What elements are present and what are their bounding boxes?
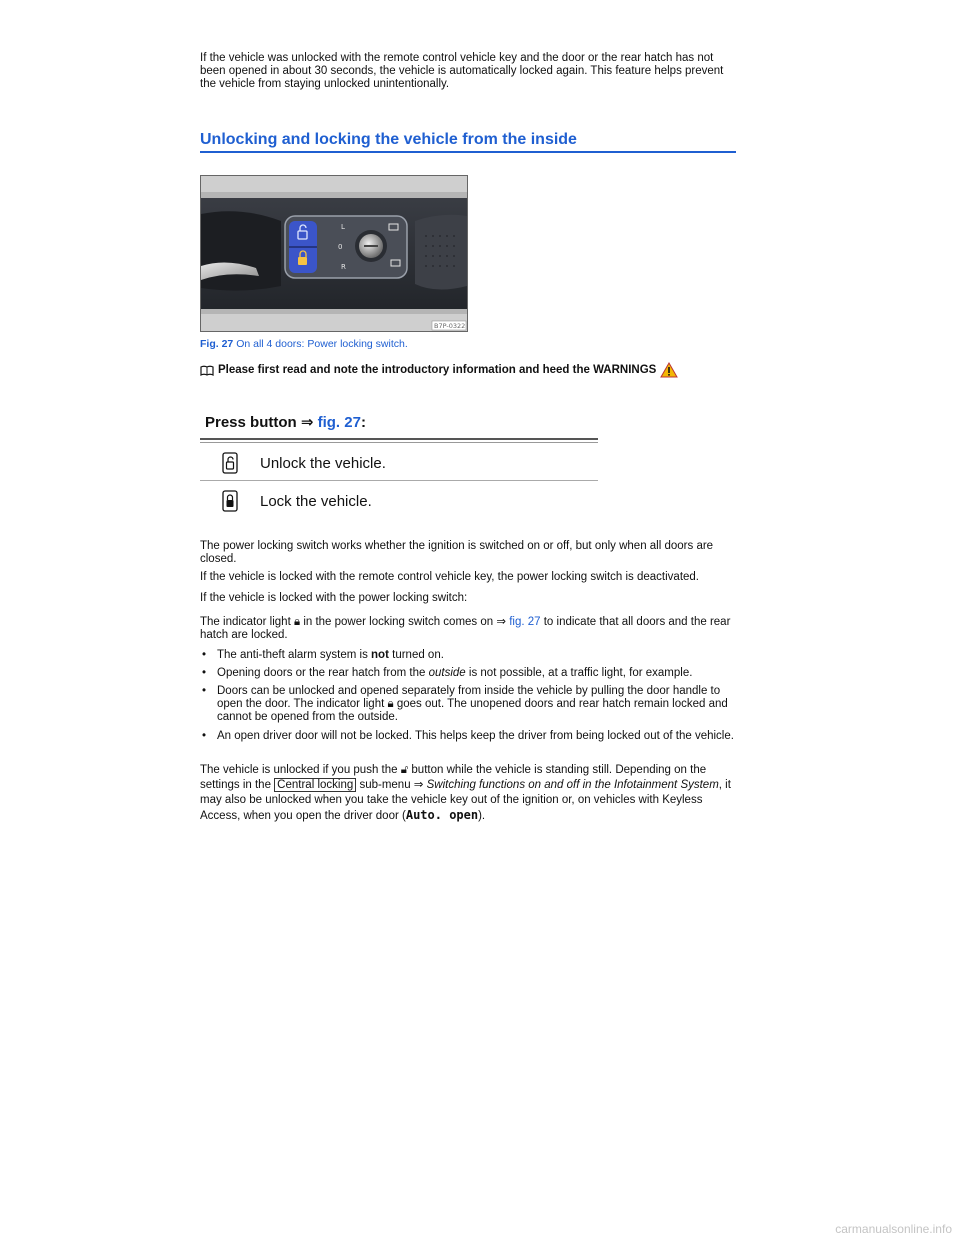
bullet-driver-door: • An open driver door will not be locked. This helps keep the driver from being locked out of the vehicle. [200,730,740,743]
figure-caption [200,338,408,350]
figure-code: B7P-0322 [434,322,466,330]
paragraph-unlock-button [200,763,740,824]
last-c: sub-menu [359,779,411,791]
figure-power-locking-switch [200,175,468,332]
indicator-text-b: in the power locking switch comes on [303,616,494,628]
bullet-alarm-b: turned on. [392,649,444,661]
unlock-symbol-icon: 🔓︎ [400,764,409,776]
bullet-driver-text: An open driver door will not be locked. This helps keep the driver from being locked out of the vehicle. [217,730,734,742]
unlock-icon [200,452,260,474]
bullet-unlock-b: goes out. The unopened doors and rear hatch remain locked and cannot be opened from the outside. [217,698,728,723]
figure-caption-label: Fig. 27 [200,338,234,350]
bullet-alarm: • The anti-theft alarm system is not turned on. [202,649,444,661]
fig-27-link-inline[interactable]: fig. 27 [509,616,541,628]
unlock-row [200,445,598,481]
fig-27-link[interactable]: fig. 27 [317,414,361,431]
indicator-lock-icon-2: 🔒︎ [387,698,394,710]
last-d: , it may also be unlocked when you take the vehicle key out of the ignition or, on vehicles with Keyless Access, when you open the driver door ( [200,779,731,822]
indicator-text-a: The indicator light [200,616,291,628]
paragraph-indicator-light [200,616,740,642]
last-b: button while the vehicle is standing still. Depending on the settings in the [200,764,707,791]
bullet-outside-b: is not possible, at a traffic light, for example. [468,667,693,679]
book-icon [200,365,214,376]
lock-icon [200,490,260,512]
unlock-text: Unlock the vehicle. [260,454,386,472]
svg-text:L: L [341,223,345,231]
svg-text:0: 0 [338,243,343,251]
infotainment-link[interactable]: Switching functions on and off in the Infotainment System [426,779,719,791]
table-top-rule [200,438,598,440]
last-e: ). [478,810,486,822]
bullet-alarm-bold: not [371,649,389,661]
warning-triangle-icon [660,362,678,378]
watermark: carmanualsonline.info [835,1222,952,1236]
bullet-alarm-a: The anti-theft alarm system is [217,649,368,661]
door-panel-illustration [201,176,467,331]
press-heading-colon: : [360,414,366,431]
paragraph-ignition: The power locking switch works whether the ignition is switched on or off, but only when all doors are closed. [200,540,714,565]
press-button-heading [205,413,366,431]
warning-note-text: Please first read and note the introductory information and heed the WARNINGS [218,364,657,376]
central-locking-menu: Central locking [274,778,356,792]
bullet-outside-italic: outside [428,667,466,679]
figure-caption-text: On all 4 doors: Power locking switch. [236,338,408,350]
press-heading-text: Press button [205,414,297,431]
section-heading: Unlocking and locking the vehicle from the inside [200,131,736,153]
auto-open-setting: Auto. open [405,808,479,822]
lock-text: Lock the vehicle. [260,492,372,510]
intro-paragraph: If the vehicle was unlocked with the remote control vehicle key and the door or the rear hatch has not been opened in about 30 seconds, the vehicle is automatically locked again. This feature helps prevent the vehicle from staying unlocked unintentionally. [200,52,724,90]
bullet-unlock-a: Doors can be unlocked and opened separately from inside the vehicle by pulling the door handle to open the door. The indicator light [217,685,721,710]
bullet-outside-a: Opening doors or the rear hatch from the [217,667,426,679]
indicator-lock-icon: 🔒︎ [293,616,301,628]
row-separator [200,480,598,481]
press-heading-arrow: ⇒ [300,414,314,431]
last-arrow: ⇒ [413,779,424,791]
svg-text:R: R [341,263,346,271]
paragraph-power-switch: If the vehicle is locked with the power locking switch: [200,592,468,604]
warning-note [200,362,678,378]
indicator-text-c: to indicate that all doors and the rear hatch are locked. [200,616,731,641]
bullet-outside: • Opening doors or the rear hatch from the outside is not possible, at a traffic light, for example. [202,667,693,679]
lock-row [200,483,598,519]
paragraph-remote-lock: If the vehicle is locked with the remote control vehicle key, the power locking switch is deactivated. [200,571,699,583]
indicator-arrow: ⇒ [496,616,506,628]
bullet-unlock-inside: • Doors can be unlocked and opened separately from inside the vehicle by pulling the door handle to open the door. The indicator light 🔒︎ goes out. The unopened doors and rear hatch remain locked and cannot be opened from the outside. [202,685,728,723]
table-top-rule-thin [200,442,598,443]
last-a: The vehicle is unlocked if you push the [200,764,398,776]
